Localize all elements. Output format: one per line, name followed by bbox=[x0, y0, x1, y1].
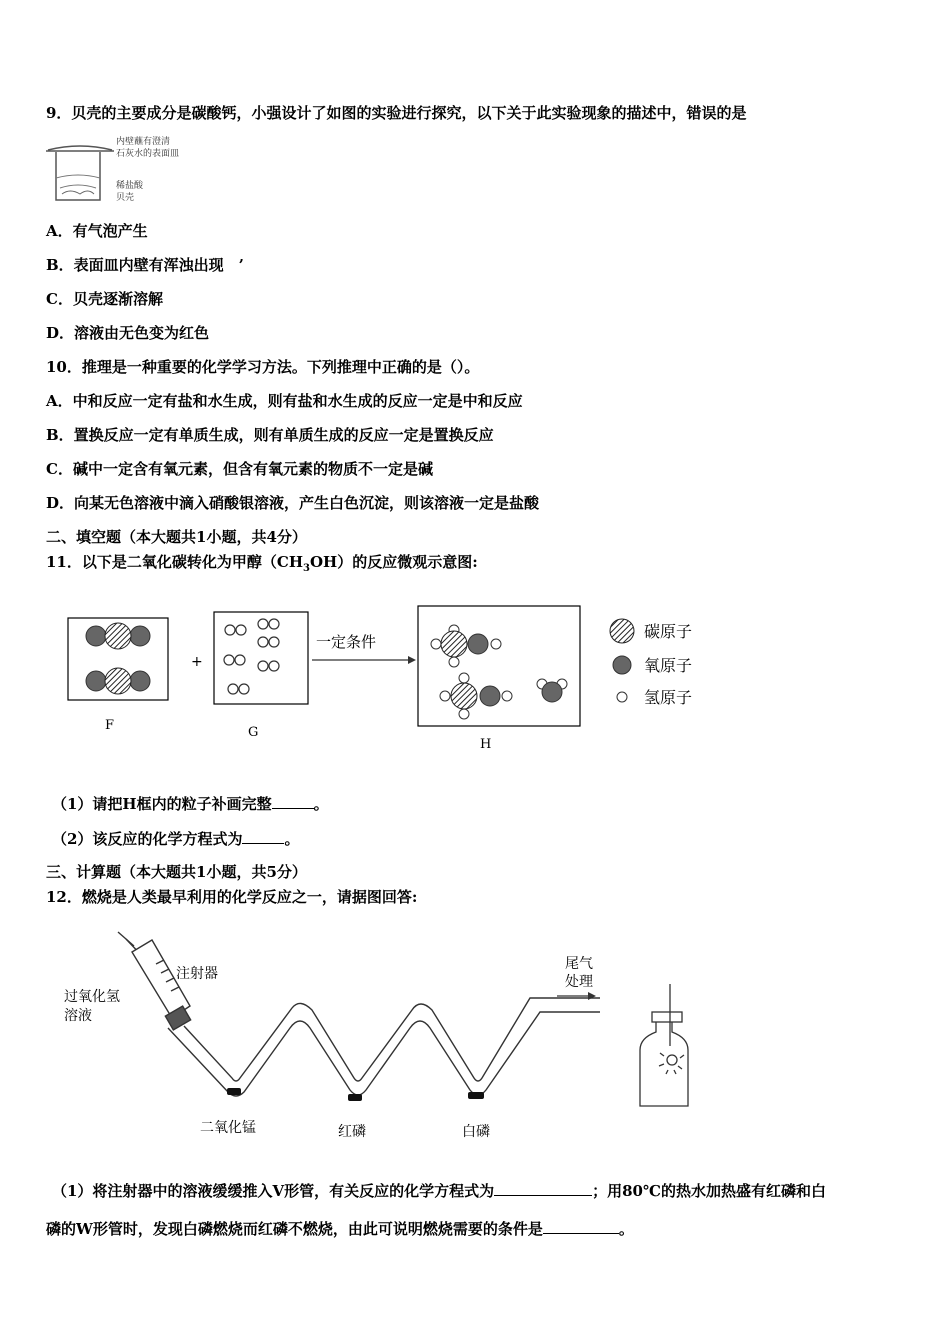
beaker-label-2: 石灰水的表面皿 bbox=[116, 149, 180, 159]
q11-sub1-blank[interactable] bbox=[272, 794, 314, 809]
condition-label: 一定条件 bbox=[316, 633, 377, 651]
q9-option-a: A．有气泡产生 bbox=[46, 222, 148, 240]
gas-jar-icon bbox=[640, 984, 688, 1106]
q11-sub1 bbox=[52, 794, 329, 813]
q10-option-b: B．置换反应一定有单质生成，则有单质生成的反应一定是置换反应 bbox=[46, 426, 494, 444]
beaker-label-1: 内壁蘸有澄清 bbox=[116, 137, 171, 147]
beaker-label-4: 贝壳 bbox=[116, 193, 135, 203]
box-h bbox=[418, 606, 580, 726]
legend-hydrogen-icon bbox=[617, 692, 627, 702]
q12-sub1-line2-text: 磷的W形管时，发现白磷燃烧而红磷不燃烧，由此可说明燃烧需要的条件是 bbox=[46, 1220, 543, 1238]
q12-sub1-text: （1）将注射器中的溶液缓缓推入V形管，有关反应的化学方程式为 bbox=[52, 1182, 495, 1200]
label-f: F bbox=[105, 718, 115, 733]
q11-stem-sub: 3 bbox=[303, 563, 310, 574]
reaction-diagram bbox=[60, 600, 720, 760]
q11-sub2-blank[interactable] bbox=[242, 829, 284, 844]
q10-option-c: C．碱中一定含有氧元素，但含有氧元素的物质不一定是碱 bbox=[46, 460, 433, 478]
label-exhaust-2: 处理 bbox=[565, 974, 593, 990]
legend-hydrogen-label: 氢原子 bbox=[644, 688, 693, 707]
q11-stem-pre: 11．以下是二氧化碳转化为甲醇（CH bbox=[46, 553, 303, 571]
label-peroxide-2: 溶液 bbox=[64, 1008, 92, 1024]
q11-stem bbox=[46, 553, 478, 578]
q9-option-c: C．贝壳逐渐溶解 bbox=[46, 290, 163, 308]
red-phosphorus-sample bbox=[348, 1094, 362, 1101]
q11-sub2-text: （2）该反应的化学方程式为 bbox=[52, 830, 243, 848]
mno2-sample bbox=[227, 1088, 241, 1095]
co2-molecule-2 bbox=[86, 668, 150, 694]
methanol-molecule-1 bbox=[431, 625, 501, 667]
q11-sub1-end: 。 bbox=[313, 795, 329, 813]
beaker-label-3: 稀盐酸 bbox=[116, 181, 144, 191]
section-2-heading: 二、填空题（本大题共1小题，共4分） bbox=[46, 528, 307, 546]
label-mno2: 二氧化锰 bbox=[200, 1120, 256, 1136]
q12-sub1-mid: ；用80℃的热水加热盛有红磷和白 bbox=[592, 1182, 826, 1200]
q10-option-a: A．中和反应一定有盐和水生成，则有盐和水生成的反应一定是中和反应 bbox=[46, 392, 523, 410]
q12-stem: 12．燃烧是人类最早利用的化学反应之一，请据图回答: bbox=[46, 888, 418, 906]
q11-stem-post: OH）的反应微观示意图: bbox=[309, 553, 478, 571]
label-exhaust-1: 尾气 bbox=[565, 956, 593, 972]
q12-sub1-line1 bbox=[52, 1181, 826, 1200]
q9-option-d: D．溶液由无色变为红色 bbox=[46, 324, 210, 342]
label-syringe: 注射器 bbox=[176, 966, 218, 982]
q12-sub1-line2 bbox=[46, 1219, 634, 1238]
water-molecule bbox=[537, 679, 567, 702]
label-h: H bbox=[480, 737, 492, 752]
q10-option-d: D．向某无色溶液中滴入硝酸银溶液，产生白色沉淀，则该溶液一定是盐酸 bbox=[46, 494, 540, 512]
q10-stem: 10．推理是一种重要的化学学习方法。下列推理中正确的是（）。 bbox=[46, 358, 480, 376]
legend-oxygen-label: 氧原子 bbox=[644, 656, 693, 675]
beaker-figure bbox=[44, 138, 116, 206]
h2-molecules bbox=[224, 619, 279, 694]
label-g: G bbox=[248, 725, 259, 740]
q12-sub1-line2-end: 。 bbox=[618, 1220, 634, 1238]
co2-molecule-1 bbox=[86, 623, 150, 649]
q11-sub1-text: （1）请把H框内的粒子补画完整 bbox=[52, 795, 272, 813]
q9-stem: 9．贝壳的主要成分是碳酸钙，小强设计了如图的实验进行探究，以下关于此实验现象的描述中，错误的是 bbox=[46, 104, 747, 122]
section-3-heading: 三、计算题（本大题共1小题，共5分） bbox=[46, 863, 307, 881]
plus-sign: + bbox=[191, 654, 203, 670]
w-tube-apparatus bbox=[60, 928, 720, 1148]
q12-sub1-blank2[interactable] bbox=[543, 1219, 619, 1234]
label-red-phosphorus: 红磷 bbox=[338, 1124, 366, 1140]
q9-option-b: B．表面皿内壁有浑浊出现 ’ bbox=[46, 256, 244, 274]
methanol-molecule-2 bbox=[440, 673, 512, 719]
legend-carbon-label: 碳原子 bbox=[644, 622, 693, 641]
w-tube-inner bbox=[184, 998, 600, 1081]
label-white-phosphorus: 白磷 bbox=[462, 1124, 490, 1140]
white-phosphorus-sample bbox=[468, 1092, 484, 1099]
q11-sub2 bbox=[52, 829, 299, 848]
q12-sub1-blank1[interactable] bbox=[494, 1181, 592, 1196]
w-tube-outer bbox=[168, 1012, 600, 1096]
q11-sub2-end: 。 bbox=[284, 830, 300, 848]
label-peroxide-1: 过氧化氢 bbox=[64, 989, 120, 1005]
legend-oxygen-icon bbox=[613, 656, 631, 674]
legend-carbon-icon bbox=[610, 619, 634, 643]
